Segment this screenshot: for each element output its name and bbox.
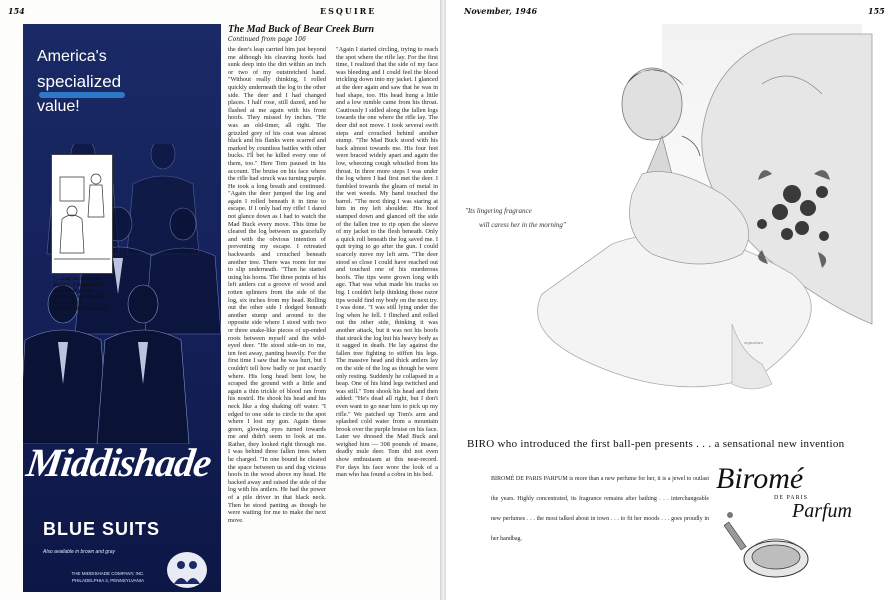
ad-headline — [37, 44, 121, 119]
biro-tagline: BIRO who introduced the first ball-pen presents . . . a sensational new invention — [467, 438, 845, 450]
ad-small-print: Also available in brown and gray — [43, 549, 115, 555]
page-number-left: 154 — [8, 6, 25, 16]
ad-company-line2: PHILADELPHIA 3, PENNSYLVANIA — [71, 578, 145, 583]
cartoon-caption: "...and to my son Roger, I bequeath my third place position on the list for a 1946 Whizzerdine sedan" — [53, 276, 109, 312]
ad-headline-line2: specialized — [37, 72, 122, 91]
issue-date: November, 1946 — [464, 6, 538, 16]
ad-company-line1: THE MIDDISHADE COMPANY, INC. — [71, 571, 145, 576]
ad-swoosh — [39, 92, 125, 98]
ad-product-name: BLUE SUITS — [43, 519, 161, 539]
ad-men-badge-icon — [167, 552, 207, 588]
logo-parfum: Parfum — [792, 500, 852, 522]
biro-ad-copy: BIROMÉ DE PARIS PARFUM is more than a new perfume for her, it is a jewel to outlast the years. Highly concentrated, its fragrance remains after bathing . . . interchangeable new perfumes . . . the most talked about in town . . . to fit her moods . . . goes proudly in her handbag. — [491, 476, 709, 542]
ad-brand-name: Middishade — [23, 440, 214, 485]
ad-headline-line1: America's — [37, 48, 107, 65]
perfume-quote-line1: "Its lingering fragrance — [465, 207, 532, 215]
svg-text:signature: signature — [744, 340, 764, 345]
magazine-header: ESQUIRE — [320, 6, 377, 16]
perfume-quote-line2: will caress her in the morning" — [479, 221, 566, 229]
article-column-1: the deer's leap carried him just beyond me although his cleaving hoofs had sunk deep into the dirt within an inch or two of my outstretched hand. "Without really thinking, I rolled quickly underneath the log to the other side. The deer and I had changed places. I half rose, still dazed, and he flashed at me again with his front hoofs. They missed by inches. "He was an old-timer, all right. The grizzled grey of his coat was almost black and his flanks were scarred and marked by countless battles with other bucks. I'll bet he killed every one of them, too." Here Tom paused in his account. The bruise on his face where the rifle had struck was turning purple. He took a long breath and continued. "Again the deer jumped the log and again I rolled beneath it in time to escape. If I only had my rifle! I dared not glance down as I had to watch the Mad Buck every move. This time he cleared the log between us gracefully and with the obvious intention of preventing my escape. I retreated backwards and crouched beneath another tree. There was room for me to slip underneath. "Then he started using his horns. The three points of his left antlers cut a groove of wood and rotten splinters from the side of the log, six inches from my head. Rolling out the other side I dodged beneath another stump and around to the opposite side where I stood with two or three snake-like pieces of up-ended roots between myself and the wild-eyed deer. "He stood side-on to me, ten feet away, panting heavily. For the first time I saw that he was hurt, but I couldn't tell how badly or just exactly where. His long head bent low, he scraped the ground with a little and again a thin trickle of blood ran from his nostril. He shook his head and his neck like a dog shaking off water. "I edged to one side to circle to the spot where I lost my gun. Again those green, glowing eyes turned towards me and didn't seem to look at me. Rather, they looked right through me. I was behind three fallen trees when he charged. "In one bound he cleared the space between us and dug vicious hoofs in the wood above my head. He backed away and raised the side of the log with his antlers. He had the power of a pile driver in that black neck. Then he stood panting as though he were waiting for me to make the next move. — [228, 46, 326, 524]
logo-birome: Biromé — [716, 462, 804, 495]
article-cartoon — [51, 154, 113, 274]
article — [228, 24, 440, 524]
ad-company-info — [53, 570, 163, 584]
page-number-right: 155 — [868, 6, 885, 16]
ad-headline-line3: value! — [37, 98, 80, 115]
perfume-quote — [465, 204, 566, 232]
article-continued-note: Continued from page 106 — [228, 36, 306, 43]
article-column-2: "Again I started circling, trying to reach the spot where the rifle lay. For the first time, I realized that the side of my face was bleeding and I could feel the blood trickling down into my jacket. I glanced at the deer again and saw that he was in bad shape, too. His head hung a little and a low rumble came from his throat. Cautiously I sidled along the fallen logs towards the one where the rifle lay. The deer did not move. I took several swift steps and crouched behind another stump. "The Mad Buck stood with his back almost towards me. His four feet were braced widely apart and again the low, wheezing cough whistled from his throat. In three more steps I was under the log where I had first met the deer. I fumbled towards the gleam of metal in the wet weeds. My hand touched the barrel. "The next thing I was staring at him in my left shoulder. His hoof stamped down and glanced off the side of the fallen tree to rip open the sleeve of my jacket to the flesh beneath. Only a quick roll beneath the log saved me. I quit trying to go after the gun. I could scarcely move my left arm. "The deer stood so close I could have reached out and touched one of his murderous hoofs. The tips were grown long with age. That was what made his tracks so big. I couldn't help thinking those razor tips would find my body on the next try. I was done. "I was still lying under the log when he fell. I flinched and rolled out the other side, thinking it was another attack, but it was not his hoofs that struck the log but his heavy body as it sagged in death. He lay against the fallen tree fighting to stiffen his legs. The massive head and thick antlers lay on the side of the log as though he were only resting. Suddenly he collapsed in a heap. One of his hind legs twitched and was still." Tom shook his head and then added: "He's dead all right, but I don't even want to go near him to pick up my rifle." We patched up Tom's arm and splashed cold water from a mountain brook over the purple bruise on his face. Later we dressed the Mad Buck and weighed him — 308 pounds of insane, deadly mule deer. Tom did not even show enthusiasm at this near-record. For days his face wore the look of a man who has found a cobra in his bed. — [336, 46, 438, 479]
perfume-bottle-icon — [724, 505, 844, 587]
article-title: The Mad Buck of Bear Creek Burn — [228, 24, 375, 35]
logo-de-paris: DE PARIS — [774, 495, 808, 501]
